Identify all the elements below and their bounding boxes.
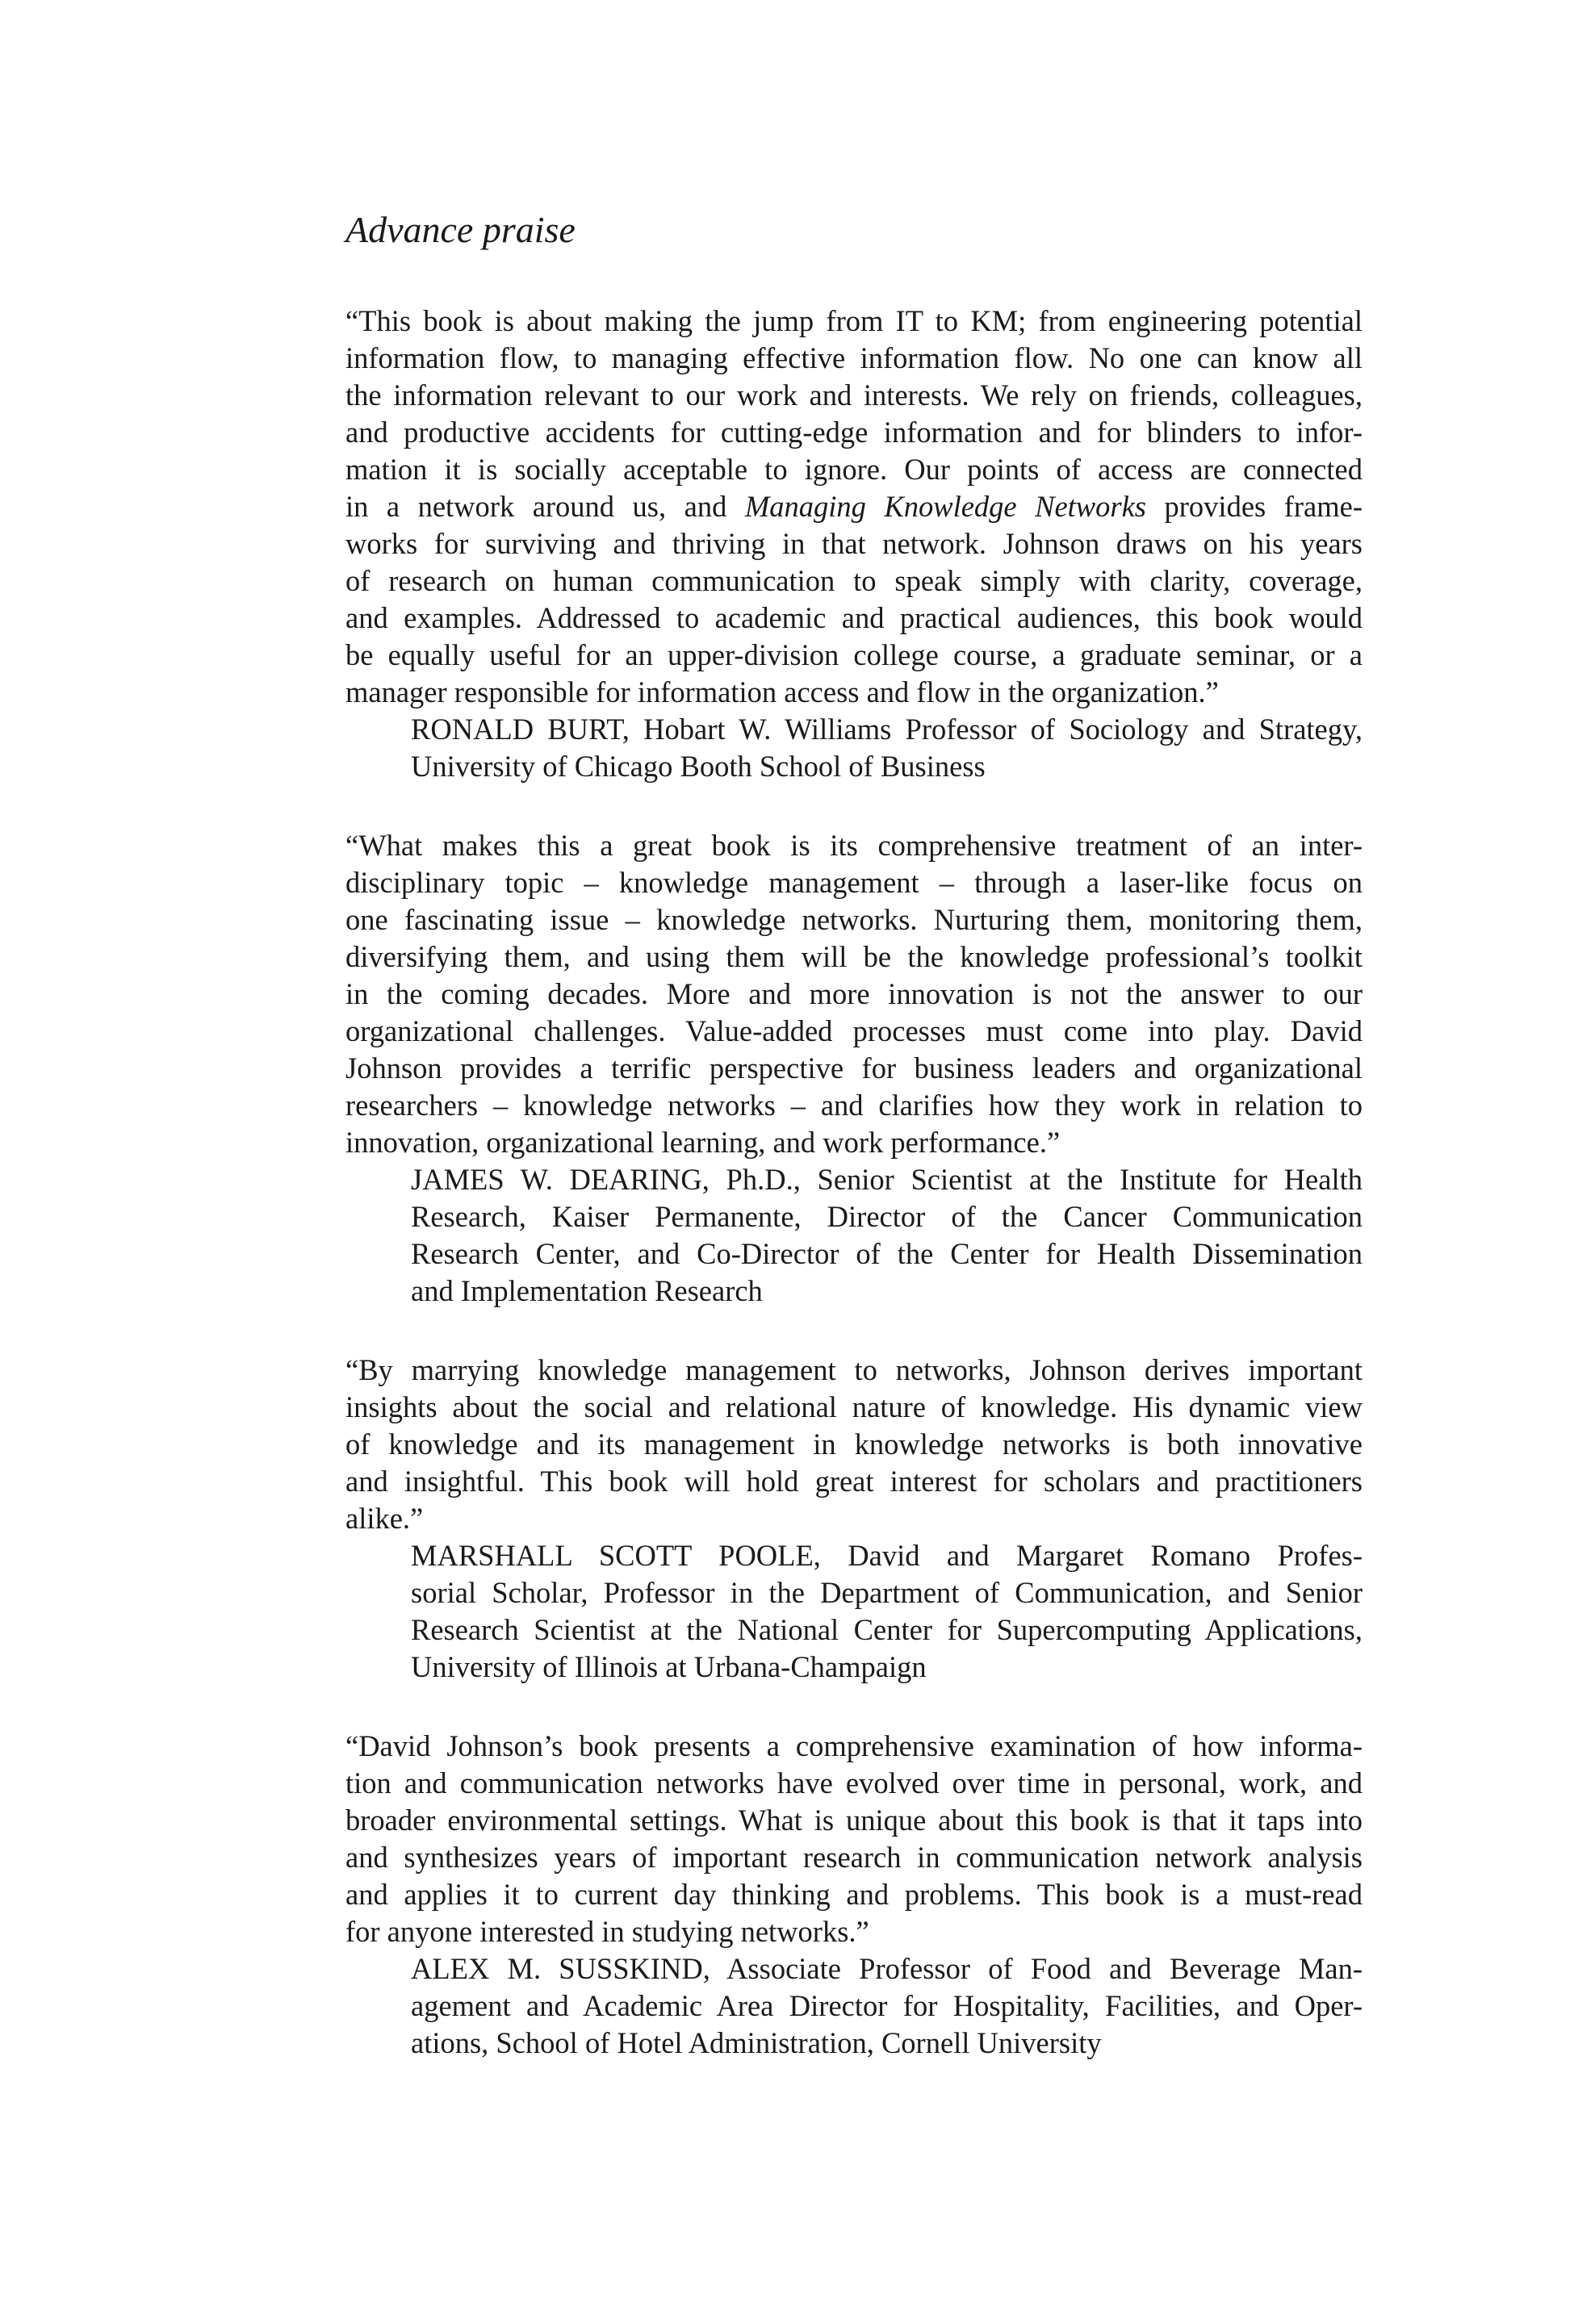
attribution-line: Research Center, and Co-Director of the Center for Health Dissemination — [411, 1237, 1363, 1270]
praise-block-burt — [345, 303, 1363, 785]
praise-block-dearing — [345, 827, 1363, 1310]
quote-line — [345, 488, 1363, 525]
quote-line: the information relevant to our work and interests. We rely on friends, colleagues, — [345, 378, 1363, 412]
quote-line: diversifying them, and using them will be the knowledge professional’s toolkit — [345, 940, 1363, 973]
quote-line: works for surviving and thriving in that network. Johnson draws on his years — [345, 527, 1363, 560]
quote-line: “What makes this a great book is its comprehensive treatment of an inter- — [345, 829, 1363, 862]
quote-line: “This book is about making the jump from IT to KM; from engineering potential — [345, 304, 1363, 337]
quote-line: innovation, organizational learning, and work performance.” — [345, 1126, 1061, 1159]
quote-line: and applies it to current day thinking and problems. This book is a must-read — [345, 1878, 1363, 1911]
quote-line: mation it is socially acceptable to ignore. Our points of access are connected — [345, 453, 1363, 486]
quote-line: and productive accidents for cutting-edge information and for blinders to infor- — [345, 416, 1363, 449]
quote-line: be equally useful for an upper-division college course, a graduate seminar, or a — [345, 638, 1363, 671]
quote-line: Johnson provides a terrific perspective for business leaders and organizational — [345, 1051, 1363, 1085]
quote-line: and examples. Addressed to academic and practical audiences, this book would — [345, 601, 1363, 634]
praise-block-poole — [345, 1352, 1363, 1686]
attribution-line: University of Illinois at Urbana-Champaign — [411, 1650, 927, 1683]
quote-line: manager responsible for information access and flow in the organization.” — [345, 675, 1219, 708]
attribution-line: Research, Kaiser Permanente, Director of the Cancer Communication — [411, 1200, 1363, 1233]
quote-line: broader environmental settings. What is unique about this book is that it taps into — [345, 1804, 1363, 1837]
praise-attribution — [411, 1950, 1363, 2062]
attribution-line: ALEX M. SUSSKIND, Associate Professor of Food and Beverage Man- — [411, 1952, 1363, 1985]
quote-line: researchers – knowledge networks – and clarifies how they work in relation to — [345, 1089, 1363, 1122]
praise-attribution — [411, 1161, 1363, 1310]
quote-line: and insightful. This book will hold great interest for scholars and practitioners — [345, 1465, 1363, 1498]
quote-line: “By marrying knowledge management to networks, Johnson derives important — [345, 1353, 1363, 1386]
attribution-line: agement and Academic Area Director for Hospitality, Facilities, and Oper- — [411, 1989, 1363, 2022]
quote-line: and synthesizes years of important research in communication network analysis — [345, 1841, 1363, 1874]
quote-line: in the coming decades. More and more innovation is not the answer to our — [345, 977, 1363, 1010]
advance-praise-page — [345, 206, 1363, 2104]
attribution-line: MARSHALL SCOTT POOLE, David and Margaret Romano Profes- — [411, 1539, 1363, 1572]
praise-quote — [345, 827, 1363, 1161]
quote-line: of research on human communication to speak simply with clarity, coverage, — [345, 564, 1363, 597]
praise-attribution — [411, 1537, 1363, 1686]
attribution-line: ations, School of Hotel Administration, Cornell University — [411, 2026, 1102, 2059]
quote-line: disciplinary topic – knowledge management – through a laser-like focus on — [345, 866, 1363, 899]
page-heading: Advance praise — [345, 209, 576, 250]
quote-line: insights about the social and relational nature of knowledge. His dynamic view — [345, 1390, 1363, 1423]
quote-line-head: in a network around us, and — [345, 490, 745, 523]
attribution-line: Research Scientist at the National Center for Supercomputing Applications, — [411, 1613, 1363, 1646]
attribution-line: RONALD BURT, Hobart W. Williams Professor of Sociology and Strategy, — [411, 713, 1363, 746]
praise-quote — [345, 303, 1363, 711]
quote-line: information flow, to managing effective information flow. No one can know all — [345, 341, 1363, 374]
quote-line: one fascinating issue – knowledge networks. Nurturing them, monitoring them, — [345, 903, 1363, 936]
praise-quote — [345, 1728, 1363, 1950]
praise-quote — [345, 1352, 1363, 1537]
book-title: Managing Knowledge Networks — [744, 490, 1147, 523]
attribution-line: JAMES W. DEARING, Ph.D., Senior Scientist at the Institute for Health — [411, 1163, 1363, 1196]
praise-block-susskind — [345, 1728, 1363, 2062]
quote-line: organizational challenges. Value-added processes must come into play. David — [345, 1014, 1363, 1047]
quote-line: tion and communication networks have evolved over time in personal, work, and — [345, 1766, 1363, 1799]
quote-line: of knowledge and its management in knowledge networks is both innovative — [345, 1427, 1363, 1461]
attribution-line: University of Chicago Booth School of Business — [411, 750, 986, 783]
praise-attribution — [411, 711, 1363, 785]
quote-line: “David Johnson’s book presents a comprehensive examination of how informa- — [345, 1729, 1363, 1762]
quote-line-tail: provides frame- — [1146, 490, 1363, 523]
attribution-line: sorial Scholar, Professor in the Department of Communication, and Senior — [411, 1576, 1363, 1609]
quote-line: alike.” — [345, 1502, 424, 1535]
attribution-line: and Implementation Research — [411, 1274, 763, 1307]
quote-line: for anyone interested in studying networks.” — [345, 1915, 869, 1948]
